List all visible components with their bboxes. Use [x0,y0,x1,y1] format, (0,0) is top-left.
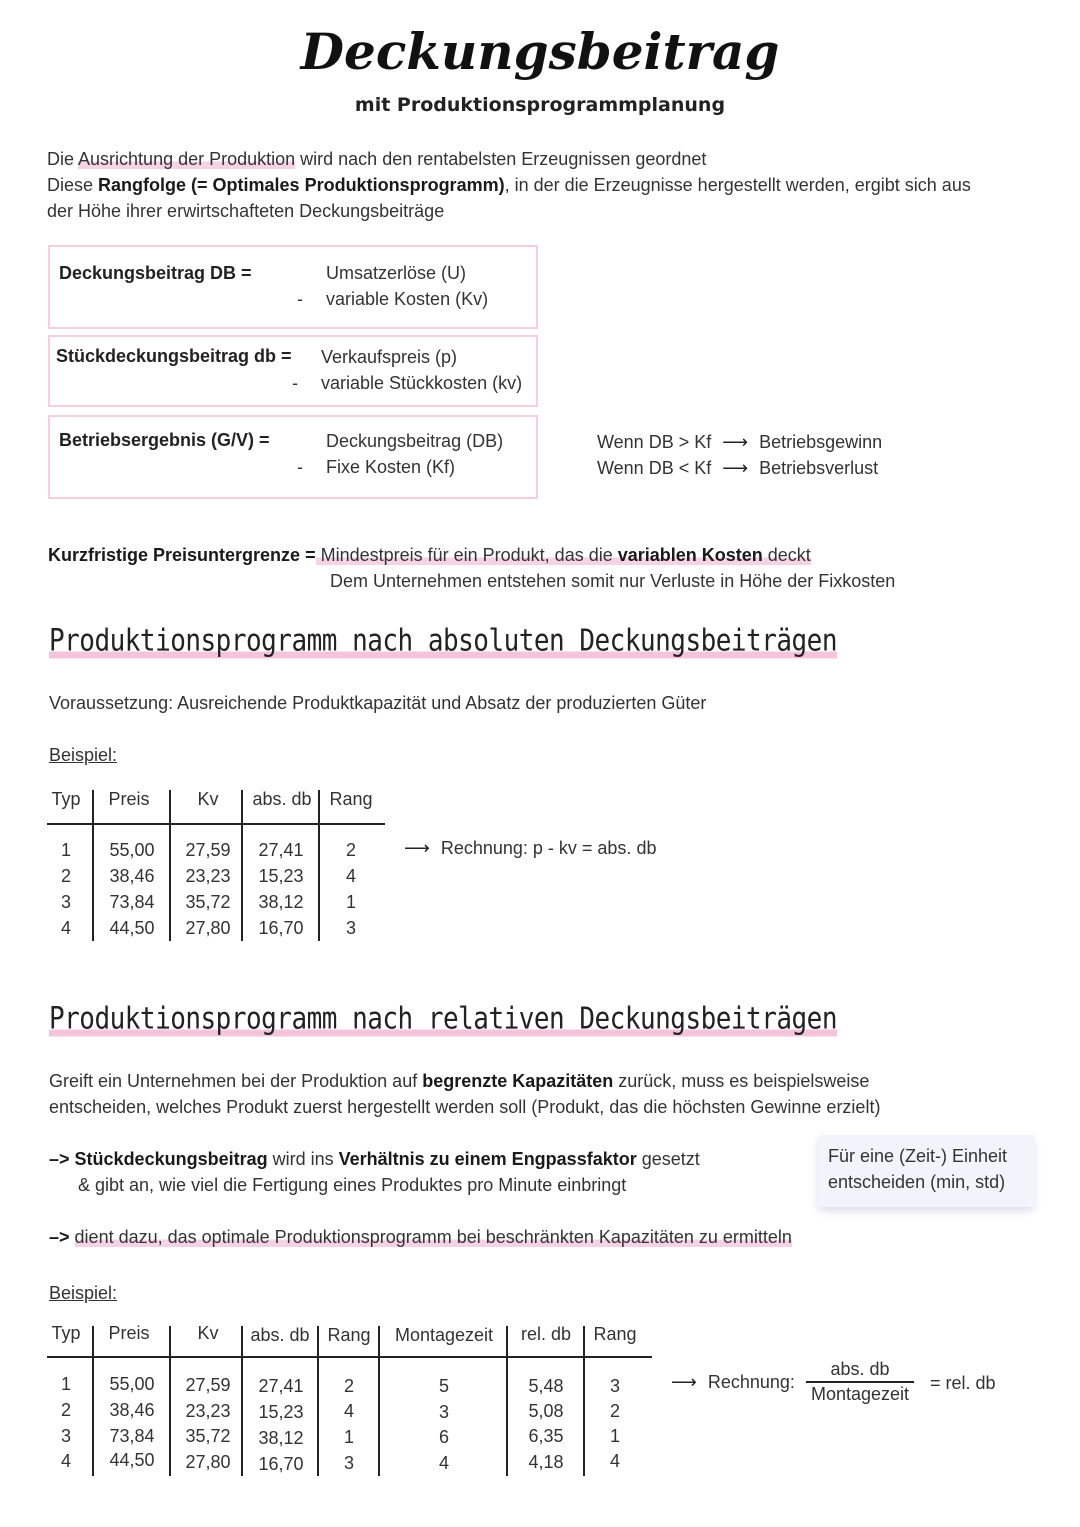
formula-be-minus: - [297,457,303,477]
section2-example-label: Beispiel: [49,1283,118,1303]
section2-calc-label: ⟶ Rechnung: [671,1372,795,1392]
formula-db-line1: Umsatzerlöse (U) [326,263,467,283]
table-header: Preis [108,1323,150,1343]
calc-result: = rel. db [930,1373,996,1393]
formula-be-line2: Fixe Kosten (Kf) [326,457,456,477]
table-header: Rang [329,789,373,809]
section2-p3: –> dient dazu, das optimale Produktionsprogramm bei beschränkten Kapazitäten zu ermitteln [49,1227,792,1247]
condition-2: Wenn DB < Kf ⟶ Betriebsverlust [597,458,879,478]
section1-calc: ⟶ Rechnung: p - kv = abs. db [404,838,657,858]
formula-sdb-minus: - [292,373,298,393]
table-header: Montagezeit [394,1325,494,1345]
arrow-right-icon: ⟶ [722,458,749,478]
intro-line-1: Die Ausrichtung der Produktion wird nach den rentabelsten Erzeugnissen geordnet [47,149,707,169]
formula-db-label: Deckungsbeitrag DB = [59,263,252,283]
intro-line-3: der Höhe ihrer erwirtschafteten Deckungsbeiträge [47,201,445,221]
page-title: Deckungsbeitrag [300,22,780,81]
note-box: Für eine (Zeit-) Einheit entscheiden (min, std) [818,1135,1034,1207]
table-header: Kv [197,1323,219,1343]
formula-sdb-label: Stückdeckungsbeitrag db = [56,346,292,366]
condition-1: Wenn DB > Kf ⟶ Betriebsgewinn [597,432,883,452]
formula-be-label: Betriebsergebnis (G/V) = [59,430,270,450]
page-subtitle: mit Produktionsprogrammplanung [354,94,726,116]
pug-line-1: Kurzfristige Preisuntergrenze = Mindestpreis für ein Produkt, das die variablen Kosten deckt [48,545,811,565]
section1-requirement: Voraussetzung: Ausreichende Produktkapazität und Absatz der produzierten Güter [49,693,707,713]
arrow-right-icon: ⟶ [404,838,430,858]
calc-denominator: Montagezeit [810,1384,910,1404]
section2-p2-line1: –> Stückdeckungsbeitrag wird ins Verhältnis zu einem Engpassfaktor gesetzt [49,1149,700,1169]
section1-example-label: Beispiel: [49,745,118,765]
table-header: Kv [197,789,219,809]
section2-p1-line1: Greift ein Unternehmen bei der Produktion auf begrenzte Kapazitäten zurück, muss es beispielsweise [49,1071,870,1091]
pug-line-2: Dem Unternehmen entstehen somit nur Verluste in Höhe der Fixkosten [330,571,896,591]
table-header: Preis [108,789,150,809]
arrow-right-icon: ⟶ [671,1372,697,1392]
table-header: Rang [593,1324,637,1344]
table-header: Typ [51,1323,81,1343]
formula-sdb-line1: Verkaufspreis (p) [321,347,458,367]
table-header: abs. db [250,1325,310,1345]
table-header: Rang [327,1325,371,1345]
section-heading-absolute: Produktionsprogramm nach absoluten Deckungsbeiträgen [49,624,837,659]
table-header: Typ [51,789,81,809]
table-header: rel. db [520,1324,572,1344]
formula-sdb-line2: variable Stückkosten (kv) [321,373,523,393]
formula-be-line1: Deckungsbeitrag (DB) [326,431,504,451]
section2-p1-line2: entscheiden, welches Produkt zuerst hergestellt werden soll (Produkt, das die höchsten Gewinne erzielt) [49,1097,881,1117]
section-heading-relative: Produktionsprogramm nach relativen Deckungsbeiträgen [49,1002,837,1037]
table-header: abs. db [252,789,312,809]
arrow-right-icon: ⟶ [722,432,749,452]
section2-p2-line2: & gibt an, wie viel die Fertigung eines Produktes pro Minute einbringt [78,1175,627,1195]
intro-line-2: Diese Rangfolge (= Optimales Produktionsprogramm), in der die Erzeugnisse hergestellt werden, ergibt sich aus [47,175,971,195]
calc-numerator: abs. db [830,1359,890,1379]
formula-db-line2: variable Kosten (Kv) [326,289,489,309]
formula-db-minus: - [297,289,303,309]
